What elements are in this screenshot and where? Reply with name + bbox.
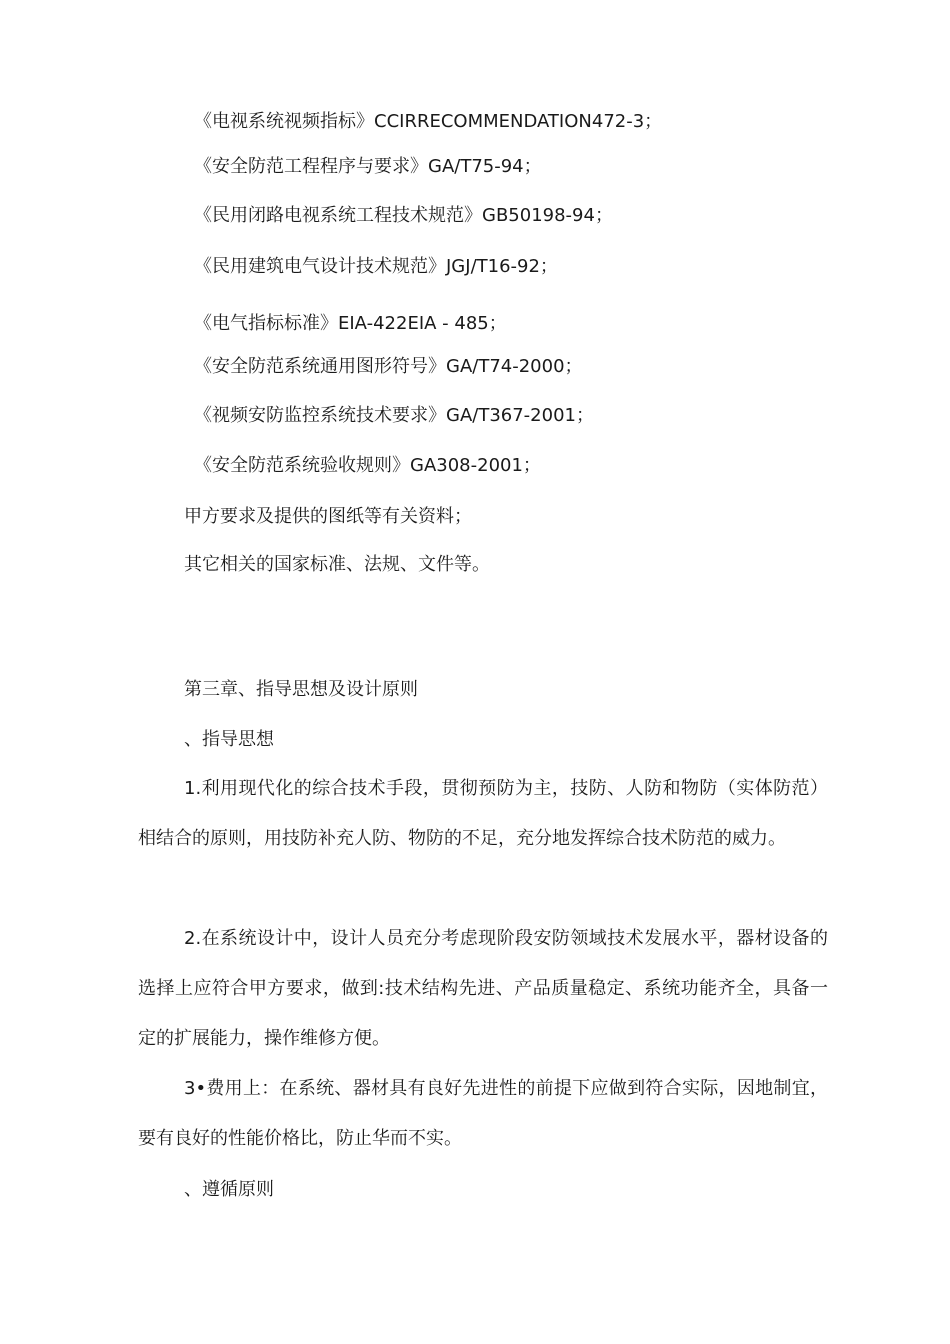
reference-extra-item: 甲方要求及提供的图纸等有关资料；: [184, 506, 472, 527]
reference-extra-item: 其它相关的国家标准、法规、文件等。: [184, 554, 490, 575]
reference-item: 《民用建筑电气设计技术规范》JGJ/T16-92；: [194, 256, 558, 277]
reference-item: 《安全防范系统通用图形符号》GA/T74-2000；: [194, 356, 583, 377]
reference-item: 《安全防范工程程序与要求》GA/T75-94；: [194, 156, 542, 177]
reference-item: 《视频安防监控系统技术要求》GA/T367-2001；: [194, 405, 594, 426]
section-heading-guiding: 、指导思想: [184, 729, 274, 750]
reference-item: 《电气指标标准》EIA-422EIA - 485；: [194, 313, 507, 334]
section-heading-principles: 、遵循原则: [184, 1179, 274, 1200]
paragraph-2: 2.在系统设计中，设计人员充分考虑现阶段安防领域技术发展水平，器材设备的选择上应符合甲方要求，做到:技术结构先进、产品质量稳定、系统功能齐全，具备一定的扩展能力，操作维修方便。: [138, 928, 828, 1049]
paragraph-1: 1.利用现代化的综合技术手段，贯彻预防为主，技防、人防和物防（实体防范）相结合的原则，用技防补充人防、物防的不足，充分地发挥综合技术防范的威力。: [138, 778, 828, 849]
reference-item: 《电视系统视频指标》CCIRRECOMMENDATION472-3；: [194, 111, 663, 132]
chapter-title: 第三章、指导思想及设计原则: [184, 679, 418, 700]
reference-item: 《安全防范系统验收规则》GA308-2001；: [194, 455, 541, 476]
paragraph-3: 3•费用上：在系统、器材具有良好先进性的前提下应做到符合实际，因地制宜，要有良好的性能价格比，防止华而不实。: [138, 1078, 828, 1149]
reference-item: 《民用闭路电视系统工程技术规范》GB50198-94；: [194, 205, 613, 226]
